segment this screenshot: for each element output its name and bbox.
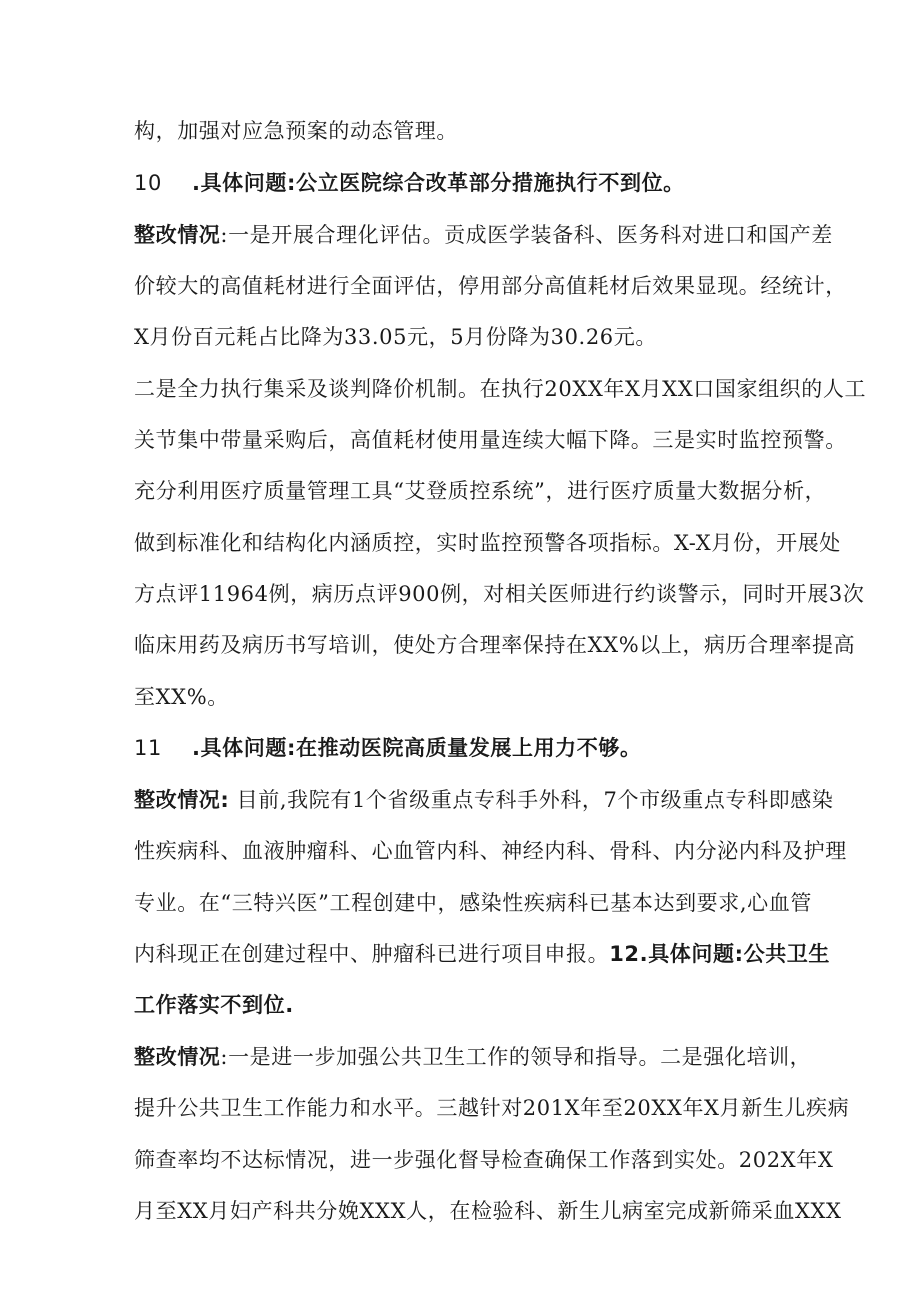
paragraph-line: 专业。在“三特兴医”工程创建中，感染性疾病科已基本达到要求,心血管 <box>134 891 812 915</box>
paragraph-line: 整改情况: 目前,我院有1个省级重点专科手外科，7个市级重点专科即感染 <box>134 788 834 812</box>
paragraph-line: 二是全力执行集采及谈判降价机制。在执行20XX年X月XX口国家组织的人工 <box>134 377 867 401</box>
paragraph-line: 性疾病科、血液肿瘤科、心血管内科、神经内科、骨科、内分泌内科及护理 <box>134 839 847 863</box>
section-heading-11 <box>134 733 642 763</box>
paragraph-line: 整改情况:一是进一步加强公共卫生工作的领导和指导。二是强化培训， <box>134 1045 812 1069</box>
paragraph-line: X月份百元耗占比降为33.05元，5月份降为30.26元。 <box>134 325 657 349</box>
paragraph-line: 月至XX月妇产科共分娩XXX人，在检验科、新生儿病室完成新筛采血XXX <box>134 1199 842 1223</box>
section-title: .具体问题:在推动医院高质量发展上用力不够。 <box>192 736 642 760</box>
paragraph-line: 充分利用医疗质量管理工具“艾登质控系统”，进行医疗质量大数据分析， <box>134 479 827 503</box>
paragraph-line: 价较大的高值耗材进行全面评估，停用部分高值耗材后效果显现。经统计， <box>134 274 847 298</box>
paragraph-line: 关节集中带量采购后，高值耗材使用量连续大幅下降。三是实时监控预警。 <box>134 428 847 452</box>
rectification-label: 整改情况 <box>134 223 221 247</box>
section-title: .具体问题:公立医院综合改革部分措施执行不到位。 <box>192 171 685 195</box>
paragraph-line <box>134 990 294 1020</box>
section-number: 10 <box>134 171 162 195</box>
paragraph-line: 提升公共卫生工作能力和水平。三越针对201X年至20XX年X月新生儿疾病 <box>134 1096 850 1120</box>
paragraph-line: 内科现正在创建过程中、肿瘤科已进行项目申报。12.具体问题:公共卫生 <box>134 942 831 966</box>
paragraph-line: 至XX%。 <box>134 685 229 709</box>
section-heading-10 <box>134 168 685 198</box>
paragraph-line: 临床用药及病历书写培训，使处方合理率保持在XX%以上，病历合理率提高 <box>134 633 856 657</box>
section-heading-12: 12.具体问题:公共卫生 <box>609 942 831 966</box>
paragraph-line: 构，加强对应急预案的动态管理。 <box>134 119 458 143</box>
paragraph-line: 整改情况:一是开展合理化评估。贡成医学装备科、医务科对进口和国产差 <box>134 223 833 247</box>
paragraph-line: 方点评11964例，病历点评900例，对相关医师进行约谈警示，同时开展3次 <box>134 582 865 606</box>
paragraph-line: 做到标准化和结构化内涵质控，实时监控预警各项指标。X-X月份，开展处 <box>134 531 841 555</box>
rectification-label: 整改情况 <box>134 1045 221 1069</box>
section-heading-12-cont: 工作落实不到位. <box>134 993 294 1017</box>
rectification-label: 整改情况: <box>134 788 230 812</box>
paragraph-line: 筛查率均不达标情况，进一步强化督导检查确保工作落到实处。202X年X <box>134 1148 834 1172</box>
section-number: 11 <box>134 736 162 760</box>
